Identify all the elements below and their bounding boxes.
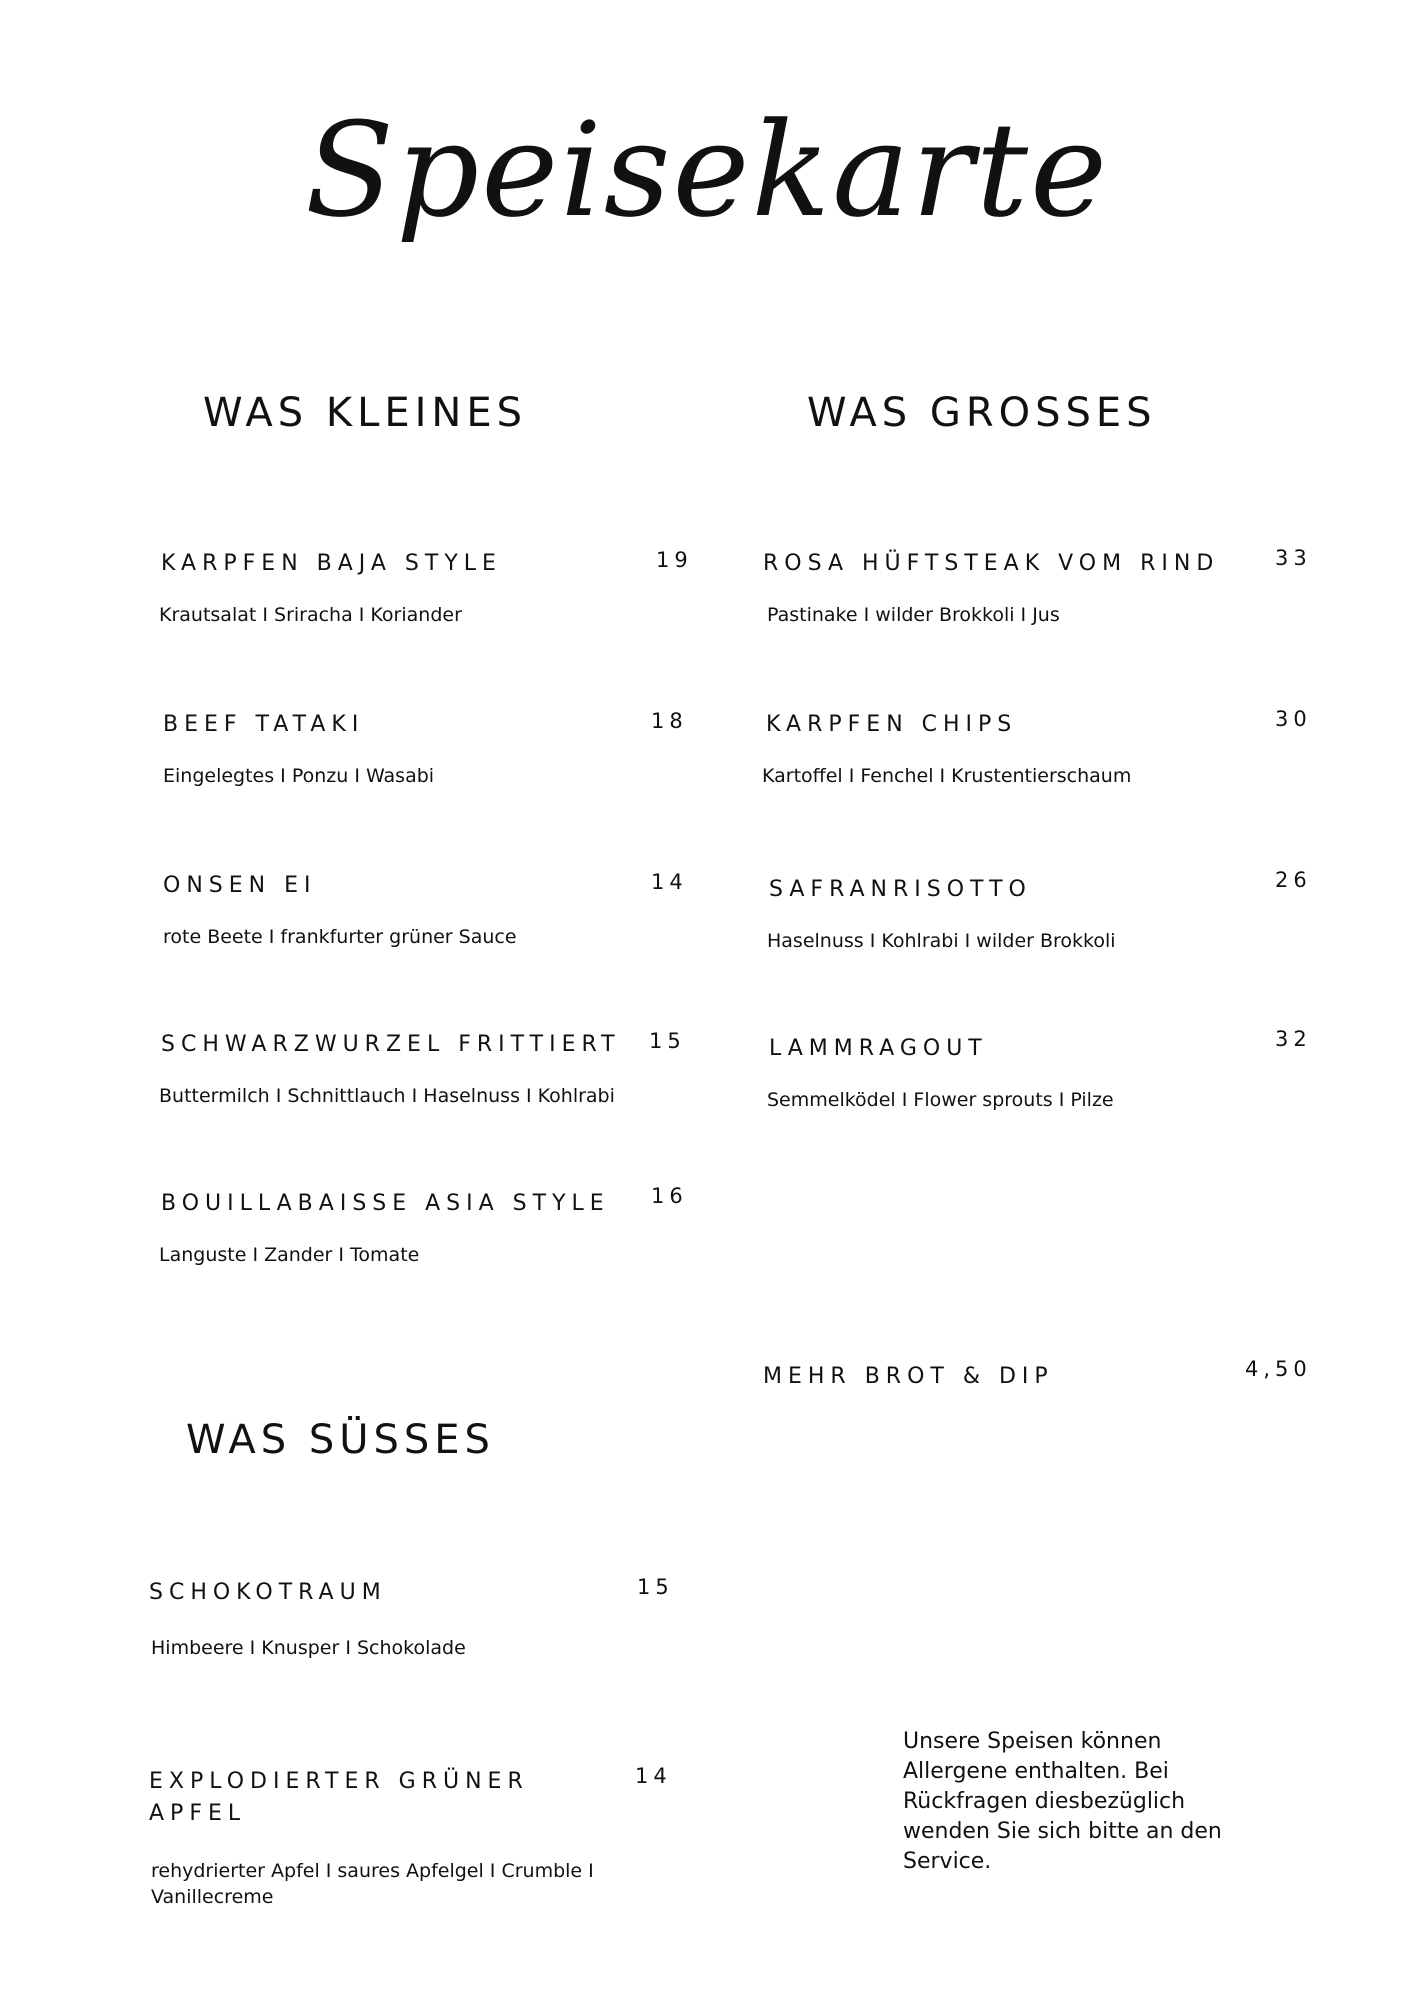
item-price: 14 (651, 870, 688, 894)
item-description: rehydrierter Apfel I saures Apfelgel I Crumble I Vanillecreme (151, 1860, 594, 1908)
item-description: rote Beete I frankfurter grüner Sauce (163, 926, 517, 948)
menu-item-extra (763, 1357, 1323, 1393)
item-price: 14 (635, 1764, 672, 1788)
page-title: Speisekarte (304, 94, 1110, 246)
item-name: KARPFEN CHIPS (766, 712, 1018, 737)
item-price: 33 (1275, 546, 1312, 570)
menu-item (149, 1575, 674, 1661)
item-price: 32 (1275, 1027, 1312, 1051)
menu-item (763, 546, 1312, 628)
item-name: LAMMRAGOUT (769, 1036, 988, 1061)
menu-item (767, 868, 1312, 954)
item-price: 30 (1275, 707, 1312, 731)
item-description: Semmelködel I Flower sprouts I Pilze (767, 1089, 1114, 1111)
item-description: Kartoffel I Fenchel I Krustentierschaum (762, 765, 1132, 787)
section-heading-grosses: WAS GROSSES (807, 390, 1157, 436)
menu-item (163, 870, 688, 950)
item-description: Haselnuss I Kohlrabi I wilder Brokkoli (767, 930, 1116, 952)
item-price: 15 (637, 1575, 674, 1599)
menu-item (159, 548, 693, 628)
item-price: 15 (649, 1029, 686, 1053)
item-description: Himbeere I Knusper I Schokolade (151, 1637, 466, 1659)
item-description: Buttermilch I Schnittlauch I Haselnuss I Kohlrabi (159, 1085, 615, 1107)
item-name: BOUILLABAISSE ASIA STYLE (161, 1191, 610, 1216)
menu-item (159, 1184, 688, 1268)
item-description: Languste I Zander I Tomate (159, 1244, 420, 1266)
allergen-notice: Unsere Speisen können Allergene enthalten. Bei Rückfragen diesbezüglich wenden Sie sich bitte an den Service. (903, 1729, 1222, 1874)
menu-item (163, 709, 688, 789)
item-name: SCHWARZWURZEL FRITTIERT (161, 1032, 621, 1057)
item-price: 4,50 (1245, 1357, 1312, 1381)
menu-item (149, 1764, 672, 1910)
item-description: Krautsalat I Sriracha I Koriander (159, 604, 462, 626)
item-name: ONSEN EI (163, 873, 317, 898)
menu-item (767, 1027, 1312, 1113)
item-name: SCHOKOTRAUM (149, 1580, 387, 1605)
item-price: 26 (1275, 868, 1312, 892)
item-description: Pastinake I wilder Brokkoli I Jus (767, 604, 1060, 626)
item-price: 19 (656, 548, 693, 572)
section-heading-kleines: WAS KLEINES (203, 390, 528, 436)
menu-item (762, 707, 1312, 789)
item-name: BEEF TATAKI (163, 712, 365, 737)
item-name: MEHR BROT & DIP (763, 1364, 1054, 1389)
item-name: ROSA HÜFTSTEAK VOM RIND (763, 551, 1220, 576)
item-name: EXPLODIERTER GRÜNER APFEL (149, 1769, 529, 1826)
menu-item (159, 1029, 686, 1109)
item-name: SAFRANRISOTTO (769, 877, 1032, 902)
item-price: 16 (651, 1184, 688, 1208)
item-price: 18 (651, 709, 688, 733)
item-description: Eingelegtes I Ponzu I Wasabi (163, 765, 435, 787)
item-name: KARPFEN BAJA STYLE (161, 551, 502, 576)
section-heading-suesses: WAS SÜSSES (186, 1417, 495, 1463)
